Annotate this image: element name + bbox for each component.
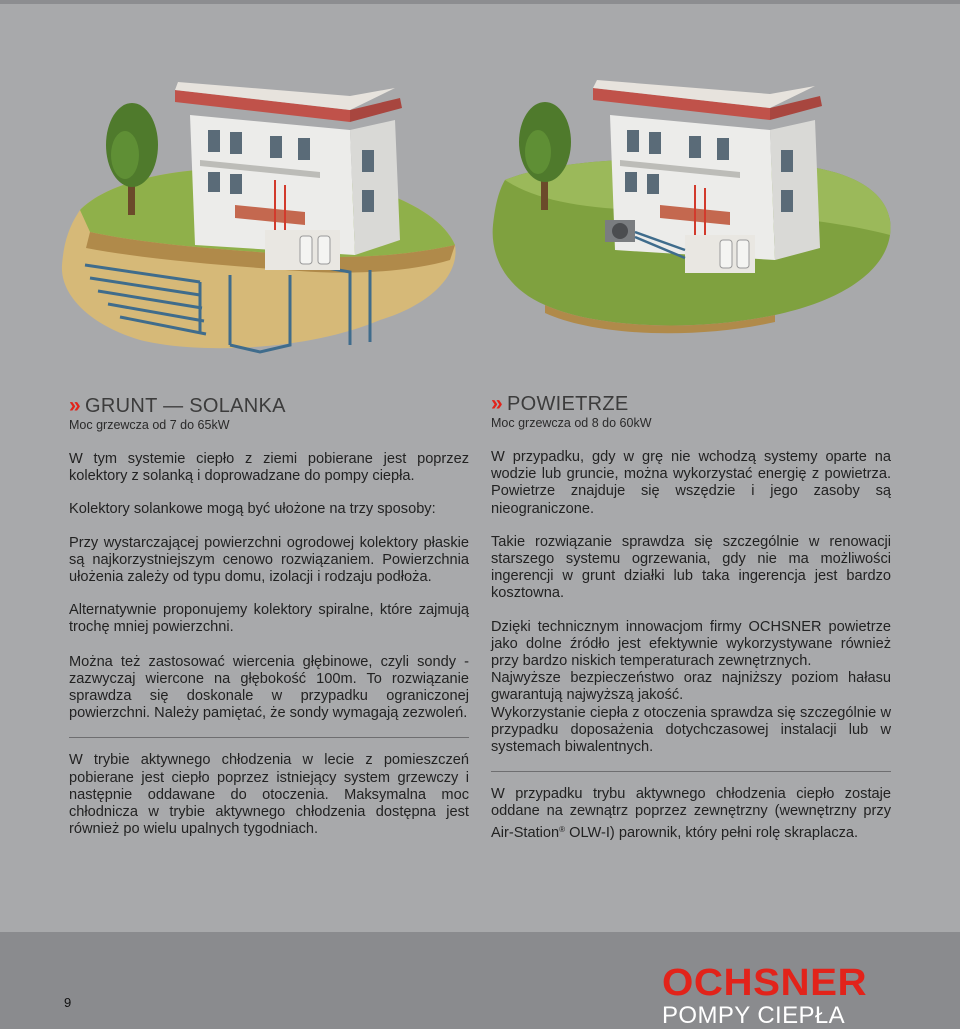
paragraph: Przy wystarczającej powierzchni ogrodowej kolektory płaskie są najkorzystniejszym cenowo rozwiązaniem. Powierzchnia ułożenia zależy od typu domu, izolacji i rodzaju podłoża. <box>69 534 469 586</box>
paragraph: Takie rozwiązanie sprawdza się szczególnie w renowacji starszego systemu ogrzewania, gdy nie ma możliwości ingerencji w grunt działki lub taka ingerencja jest bardzo kosztowna. <box>491 533 891 602</box>
ground-source-house-illustration <box>50 60 470 365</box>
chevron-icon: » <box>69 394 81 417</box>
paragraph: W przypadku trybu aktywnego chłodzenia ciepło zostaje oddane na zewnątrz poprzez zewnętrzny (wewnętrzny przy Air-Station® OLW-I) parownik, który pełni rolę skraplacza. <box>491 786 891 841</box>
air-source-house-illustration <box>475 60 905 340</box>
logo-brand-text: OCHSNER <box>662 962 868 1004</box>
paragraph: Wykorzystanie ciepła z otoczenia sprawdza się szczególnie w przypadku doposażenia dotychczasowej instalacji lub w systemach biwalentnych. <box>491 704 891 756</box>
section-title: POWIETRZE <box>506 393 629 415</box>
section-subtitle: Moc grzewcza od 8 do 60kW <box>491 416 652 430</box>
paragraph: W trybie aktywnego chłodzenia w lecie z pomieszczeń pobierane jest ciepło poprzez istniejący system grzewczy i następnie oddawane do otoczenia. Maksymalna moc chłodnicza w trybie aktywnego chłodzenia dostępna jest również po wielu upalnych tygodniach. <box>69 752 469 838</box>
air-section <box>491 393 891 842</box>
chevron-icon: » <box>491 392 503 415</box>
section-heading <box>491 393 891 415</box>
section-subtitle: Moc grzewcza od 7 do 65kW <box>69 418 230 432</box>
page-number: 9 <box>64 995 72 1010</box>
paragraph: Kolektory solankowe mogą być ułożone na trzy sposoby: <box>69 501 436 518</box>
paragraph: Dzięki technicznym innowacjom firmy OCHSNER powietrze jako dolne źródło jest efektywnie wykorzystywane również przy bardzo niskich temperaturach zewnętrznych. <box>491 618 891 670</box>
paragraph: Alternatywnie proponujemy kolektory spiralne, które zajmują trochę mniej powierzchni. <box>69 602 469 636</box>
section-title: GRUNT — SOLANKA <box>84 395 286 417</box>
divider <box>69 737 469 738</box>
paragraph: Można też zastosować wiercenia głębinowe, czyli sondy - zazwyczaj wiercone na głębokość 100m. To rozwiązanie sprawdza się doskonale w przypadku ograniczonej powierzchni. Należy pamiętać, że sondy wymagają zezwoleń. <box>69 653 469 722</box>
divider <box>491 771 891 772</box>
logo-tagline: POMPY CIEPŁA <box>662 1002 846 1029</box>
ground-brine-section <box>69 395 469 838</box>
paragraph: Najwyższe bezpieczeństwo oraz najniższy poziom hałasu gwarantują najwyższą jakość. <box>491 670 891 704</box>
paragraph: W tym systemie ciepło z ziemi pobierane jest poprzez kolektory z solanką i doprowadzane do pompy ciepła. <box>69 451 469 485</box>
paragraph: W przypadku, gdy w grę nie wchodzą systemy oparte na wodzie lub gruncie, można wykorzystać energię z powietrza. Powietrze znajduje się wszędzie i jego zasoby są nieograniczone. <box>491 449 891 517</box>
ochsner-logo <box>662 964 892 1029</box>
top-border-line <box>0 0 960 4</box>
section-heading <box>69 395 469 417</box>
